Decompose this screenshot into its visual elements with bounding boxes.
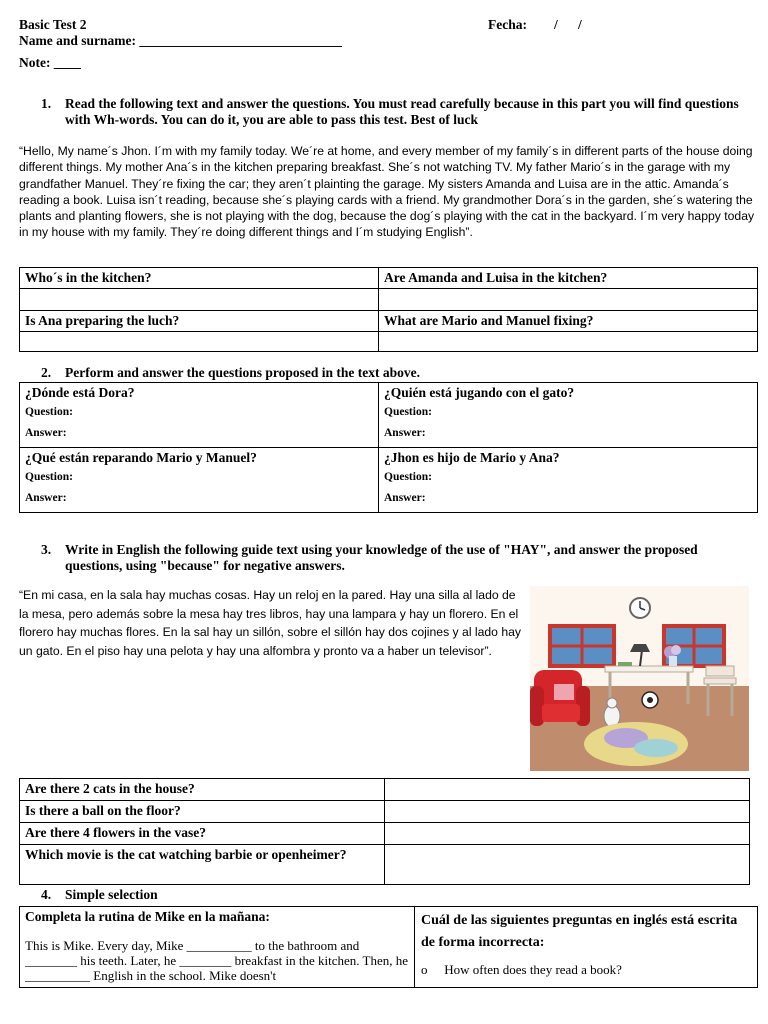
s3-answer-cell[interactable] bbox=[385, 779, 750, 801]
s4-left-cell bbox=[20, 907, 415, 988]
s3-answer-cell[interactable] bbox=[385, 801, 750, 823]
section1-passage: “Hello, My name´s Jhon. I´m with my family today. We´re at home, and every member of my family´s in different parts of the house doing different things. My mother Ana´s in the kitchen preparing breakfast. She´s not watching TV. My father Mario´s in the garage with my grandfather Manuel. They´re fixing the car; they aren´t plainting the garage. My sisters Amanda and Luisa are in the attic. Amanda´s reading a book. Luisa isn´t reading, because she´s playing cards with a friend. My grandmother Dora´s in the garden, she´s watering the plants and planting flowers, she is not playing with the dog, because the dog´s playing with the cat in the backyard. I´m very happy today in my house with my family. They´re doing different things and I´m studying English”. bbox=[19, 144, 755, 240]
note-field[interactable]: Note: ____ bbox=[19, 55, 81, 70]
radio-bullet-icon[interactable]: o bbox=[421, 962, 428, 977]
s1-answer-cell[interactable] bbox=[20, 289, 379, 311]
s2-cell bbox=[20, 448, 379, 513]
s1-question-cell: What are Mario and Manuel fixing? bbox=[379, 311, 758, 332]
section2-number: 2. bbox=[41, 365, 52, 380]
s4-right-cell bbox=[415, 907, 758, 988]
s2-answer-label[interactable]: Answer: bbox=[384, 427, 426, 439]
armchair-icon bbox=[530, 670, 590, 726]
name-field[interactable]: Name and surname: ______________________________ bbox=[19, 33, 342, 48]
s1-question-cell: Who´s in the kitchen? bbox=[20, 268, 379, 289]
s3-answer-cell[interactable] bbox=[385, 845, 750, 885]
date-field[interactable]: / / bbox=[554, 17, 582, 32]
s2-cell-title: ¿Quién está jugando con el gato? bbox=[384, 385, 575, 400]
section1-instruction: Read the following text and answer the questions. You must read carefully because in this part you will find questions with Wh-words. You can do it, you are able to pass this test. Best of luck bbox=[65, 96, 739, 127]
section4-title: Simple selection bbox=[65, 887, 158, 902]
s2-question-label[interactable]: Question: bbox=[25, 406, 73, 418]
s4-option[interactable]: How often does they read a book? bbox=[444, 962, 622, 977]
s2-question-label[interactable]: Question: bbox=[384, 471, 432, 483]
ball-icon bbox=[642, 692, 658, 708]
s2-cell-title: ¿Jhon es hijo de Mario y Ana? bbox=[384, 450, 560, 465]
s2-question-label[interactable]: Question: bbox=[384, 406, 432, 418]
s2-answer-label[interactable]: Answer: bbox=[25, 427, 67, 439]
s4-right-title: Cuál de las siguientes preguntas en inglés está escrita de forma incorrecta: bbox=[421, 913, 738, 950]
s4-left-title: Completa la rutina de Mike en la mañana: bbox=[25, 909, 270, 924]
clock-icon bbox=[630, 598, 650, 618]
s1-answer-cell[interactable] bbox=[20, 332, 379, 352]
s3-answer-cell[interactable] bbox=[385, 823, 750, 845]
section2-instruction: Perform and answer the questions proposed in the text above. bbox=[65, 365, 421, 380]
books-icon bbox=[618, 662, 632, 666]
living-room-illustration bbox=[530, 586, 749, 771]
s3-question-cell: Is there a ball on the floor? bbox=[20, 801, 385, 823]
s4-left-text[interactable]: This is Mike. Every day, Mike __________ to the bathroom and ________ his teeth. Later, he ________ breakfast in the kitchen. Then, he __________ English in the school. Mike doesn't bbox=[25, 938, 408, 983]
s3-question-cell: Which movie is the cat watching barbie or openheimer? bbox=[20, 845, 385, 885]
window-icon bbox=[550, 626, 614, 666]
section4-table bbox=[19, 906, 758, 988]
s2-question-label[interactable]: Question: bbox=[25, 471, 73, 483]
s1-question-cell: Are Amanda and Luisa in the kitchen? bbox=[379, 268, 758, 289]
section2-table bbox=[19, 382, 758, 513]
section1-number: 1. bbox=[41, 96, 52, 111]
s1-answer-cell[interactable] bbox=[379, 332, 758, 352]
s3-question-cell: Are there 4 flowers in the vase? bbox=[20, 823, 385, 845]
s2-cell bbox=[379, 383, 758, 448]
test-title: Basic Test 2 bbox=[19, 17, 87, 32]
s2-cell bbox=[20, 383, 379, 448]
rug-icon bbox=[584, 722, 688, 766]
section3-number: 3. bbox=[41, 542, 52, 557]
s1-answer-cell[interactable] bbox=[379, 289, 758, 311]
section4-number: 4. bbox=[41, 887, 52, 902]
s2-cell-title: ¿Dónde está Dora? bbox=[25, 385, 135, 400]
section3-table bbox=[19, 778, 750, 885]
s2-cell bbox=[379, 448, 758, 513]
section1-table bbox=[19, 267, 758, 352]
s3-question-cell: Are there 2 cats in the house? bbox=[20, 779, 385, 801]
section3-instruction: Write in English the following guide text using your knowledge of the use of "HAY", and answer the proposed questions, using "because" for negative answers. bbox=[65, 542, 698, 573]
date-label: Fecha: bbox=[488, 17, 527, 32]
s1-question-cell: Is Ana preparing the luch? bbox=[20, 311, 379, 332]
section3-passage: “En mi casa, en la sala hay muchas cosas. Hay un reloj en la pared. Hay una silla al lado de la mesa, pero además sobre la mesa hay tres libros, hay una lampara y hay un florero. En el florero hay muchas flores. En la sal hay un sillón, sobre el sillón hay dos cojines y al lado hay un gato. En el piso hay una pelota y hay una alfombra y pronto va a haber un televisor”. bbox=[19, 588, 521, 658]
s2-cell-title: ¿Qué están reparando Mario y Manuel? bbox=[25, 450, 257, 465]
s2-answer-label[interactable]: Answer: bbox=[25, 492, 67, 504]
s2-answer-label[interactable]: Answer: bbox=[384, 492, 426, 504]
